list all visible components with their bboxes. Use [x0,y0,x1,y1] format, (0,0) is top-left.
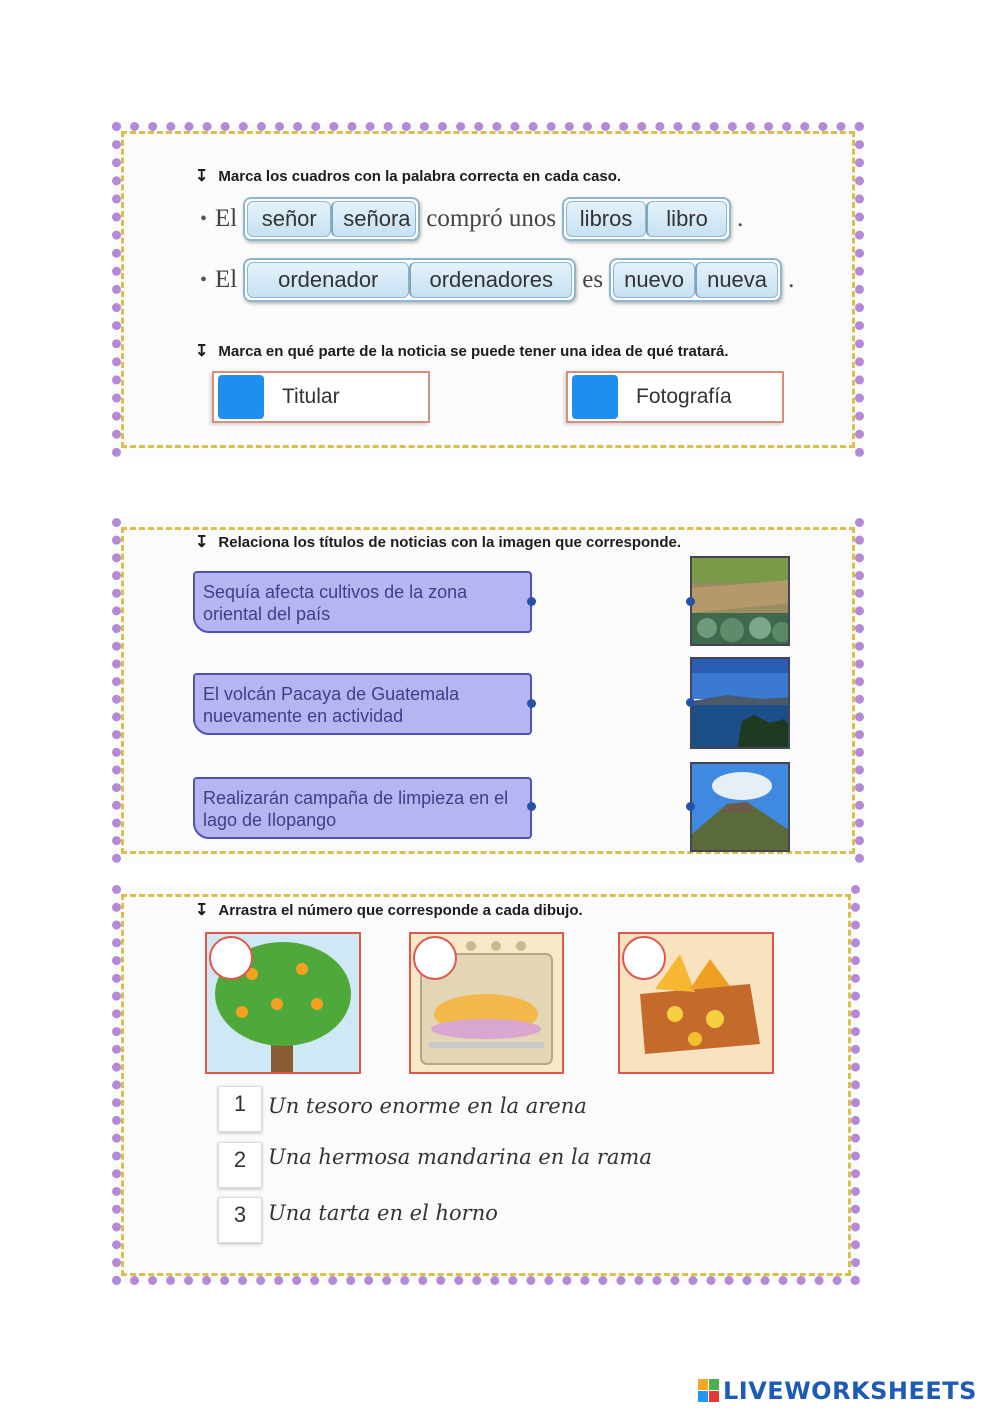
bullet-icon: • [200,207,208,230]
checkbox-titular[interactable] [218,375,264,419]
headline-volcan[interactable]: El volcán Pacaya de Guatemala nuevamente en actividad [193,673,532,735]
choice-group-2a [243,258,576,302]
choice-ordenador[interactable]: ordenador [247,262,409,298]
choice-libros[interactable]: libros [566,201,646,237]
choice-group-1a [243,197,420,241]
volcano-image [692,764,790,852]
option-titular-label: Titular [282,385,340,408]
option-titular [212,371,430,423]
match-dot-left-1[interactable] [527,597,536,606]
photo-lake [690,657,790,749]
match-dot-left-3[interactable] [527,802,536,811]
sentence-1-word: El [215,205,238,232]
choice-ordenadores[interactable]: ordenadores [409,262,572,298]
instruction-2 [195,341,729,361]
choice-libro[interactable]: libro [646,201,727,237]
choice-group-2b [609,258,782,302]
phrase-1: Un tesoro enorme en la arena [268,1094,587,1118]
phrase-2: Una hermosa mandarina en la rama [268,1145,652,1169]
arrow-down-icon: ↧ [195,534,209,551]
match-dot-right-1[interactable] [686,597,695,606]
instruction-3 [195,532,681,552]
drop-target-treasure[interactable] [622,936,666,980]
sentence-1 [200,197,743,241]
match-dot-right-3[interactable] [686,802,695,811]
sentence-1-middle: compró unos [426,205,557,232]
instruction-1 [195,166,621,186]
drop-target-tree[interactable] [209,936,253,980]
match-dot-left-2[interactable] [527,699,536,708]
liveworksheets-logo [698,1377,977,1405]
crops-image [692,558,790,646]
checkbox-fotografia[interactable] [572,375,618,419]
headline-sequia[interactable]: Sequía afecta cultivos de la zona oriental del país [193,571,532,633]
phrase-3: Una tarta en el horno [268,1201,498,1225]
picture-oven [409,932,564,1074]
choice-senor[interactable]: señor [247,201,331,237]
arrow-down-icon: ↧ [195,343,209,360]
choice-nuevo[interactable]: nuevo [613,262,695,298]
instruction-3-text: Relaciona los títulos de noticias con la imagen que corresponde. [218,534,682,551]
choice-group-1b [562,197,731,241]
sentence-1-end: . [737,205,744,232]
instruction-4 [195,900,583,920]
photo-crops [690,556,790,646]
instruction-2-text: Marca en qué parte de la noticia se puede tener una idea de qué tratará. [218,343,729,360]
liveworksheets-wordmark: LIVEWORKSHEETS [723,1377,977,1405]
sentence-2-word: El [215,266,238,293]
option-fotografia [566,371,784,423]
option-fotografia-label: Fotografía [636,385,732,408]
sentence-2-middle: es [582,266,604,293]
drag-number-2[interactable]: 2 [218,1142,262,1188]
photo-volcano [690,762,790,852]
lake-image [692,659,790,749]
sentence-2 [200,258,794,302]
choice-senora[interactable]: señora [331,201,416,237]
picture-treasure [618,932,774,1074]
arrow-down-icon: ↧ [195,168,209,185]
drag-number-1[interactable]: 1 [218,1086,262,1132]
liveworksheets-logo-icon [698,1379,720,1403]
headline-lago[interactable]: Realizarán campaña de limpieza en el lago de Ilopango [193,777,532,839]
instruction-1-text: Marca los cuadros con la palabra correcta en cada caso. [218,168,622,185]
sentence-2-end: . [788,266,795,293]
picture-tree [205,932,361,1074]
drag-number-3[interactable]: 3 [218,1197,262,1243]
instruction-4-text: Arrastra el número que corresponde a cada dibujo. [218,902,583,919]
match-dot-right-2[interactable] [686,698,695,707]
bullet-icon: • [200,268,208,291]
drop-target-oven[interactable] [413,936,457,980]
choice-nueva[interactable]: nueva [695,262,778,298]
arrow-down-icon: ↧ [195,902,209,919]
